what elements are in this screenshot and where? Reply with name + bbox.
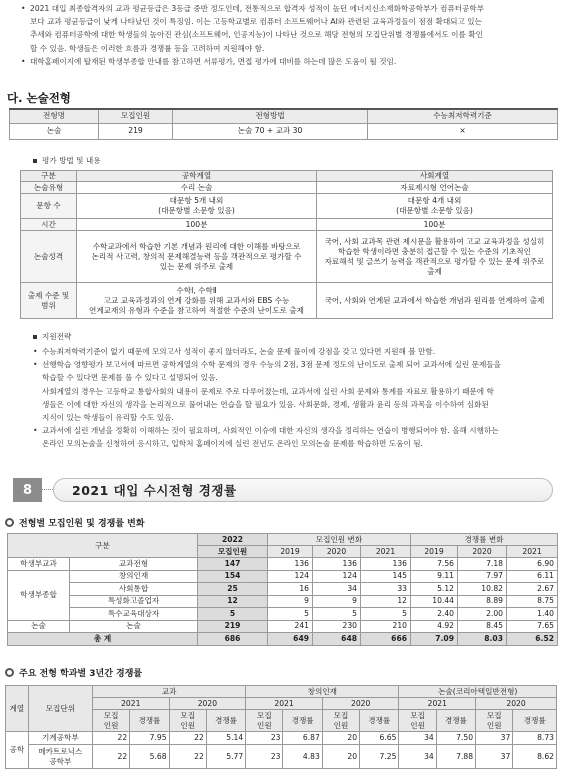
table-cell: 6.87: [283, 732, 322, 745]
table-cell: 136: [313, 558, 361, 571]
col-header: 2021: [507, 546, 558, 558]
strategy-heading: [33, 331, 71, 342]
text-line: 대학홈페이지에 탑재된 학생부종합 안내를 참고하면 서류평가, 면접 평가에 대비를 하는데 많은 도움이 될 것임.: [30, 56, 397, 66]
table-cell: 논술: [10, 123, 99, 139]
cell-line: 논리적 사고력, 창의적 문제해결능력 등을 객관적으로 평가할 수: [91, 251, 302, 261]
strategy-bullet: [33, 358, 555, 424]
table-cell: 5: [268, 608, 313, 621]
table-cell: 23: [246, 745, 283, 769]
table-cell: 7.56: [411, 558, 458, 571]
table-cell: 자료제시형 언어논술: [317, 182, 553, 194]
dept-subhead: [5, 666, 142, 679]
col-header: 모집인원: [198, 546, 268, 558]
table-row: [6, 732, 557, 745]
table-cell: 5.14: [206, 732, 245, 745]
table-cell: 33: [361, 583, 411, 596]
table-cell: 5: [361, 608, 411, 621]
col-header: [399, 710, 436, 732]
table-cell: 5.12: [411, 583, 458, 596]
text-line: 선행학습 영향평가 보고서에 따르면 공학계열의 수학 문제의 경우 수능의 2점, 3점 문제 정도의 난이도로 출제 되어 교과서에 실린 문제들을: [42, 360, 501, 370]
table-row: [8, 608, 558, 621]
section-number-badge: 8: [13, 478, 42, 502]
header-line: 인원: [180, 720, 196, 730]
table-cell: 9.11: [411, 570, 458, 583]
col-header: 공학계열: [77, 171, 317, 182]
table-cell: 국어, 사회와 연계된 교과에서 학습한 개념과 원리를 연계하여 출제: [317, 283, 553, 319]
table-cell: 686: [198, 633, 268, 646]
table-cell: 34: [399, 745, 436, 769]
text-line: 수능최저학력기준이 없기 때문에 모의고사 성적이 좋지 않더라도, 논술 문제 풀이에 강점을 갖고 있다면 지원해 볼 만함.: [42, 347, 436, 356]
text-line: 지식이 있는 학생들이 유리할 수도 있음.: [42, 413, 174, 423]
square-bullet-icon: [33, 159, 37, 163]
cell-line: 학습한 학생이라면 충분히 접근할 수 있는 수준의 기초적인: [338, 246, 531, 256]
text-line: 보다 교과 평균등급이 낮게 나타났던 것이 특징임. 이는 고등학교별로 컴퓨터 소프트웨어나 AI와 관련된 교육과정들이 점점 확대되고 있는: [30, 17, 482, 27]
intro-bullets: [21, 2, 557, 68]
field-cell: 공학: [6, 732, 29, 769]
dept-subhead-label: 주요 전형 학과별 3년간 경쟁률: [19, 669, 143, 679]
col-header: 2022: [198, 534, 268, 546]
col-header: 모집인원: [99, 109, 173, 123]
cell-line: 자료해석 및 글쓰기 능력을 객관적으로 평가할 수 있는 문제 위주로: [324, 256, 545, 266]
cell-line: 국어, 사회 교과목 관련 제시문을 활용하여 고교 교육과정을 성실히: [324, 236, 545, 246]
table-cell: [77, 231, 317, 283]
cell-line: (대문항별 소문항 있음): [158, 206, 235, 215]
table-cell: 5.68: [130, 745, 169, 769]
table-cell: 7.88: [436, 745, 475, 769]
table-cell: 6.11: [507, 570, 558, 583]
col-header: 2020: [169, 698, 246, 710]
col-header: [476, 710, 513, 732]
name-cell: 논술: [70, 620, 198, 633]
section-title: 다. 논술전형: [7, 91, 71, 105]
group-cell: 논술: [8, 620, 70, 633]
table-cell: 210: [361, 620, 411, 633]
eval-heading-label: 평가 방법 및 내용: [42, 156, 101, 165]
table-cell: 136: [268, 558, 313, 571]
table-cell: 8.75: [507, 595, 558, 608]
col-header: 모집인원 변화: [268, 534, 411, 546]
table-cell: 2.00: [458, 608, 507, 621]
competition-table: [7, 533, 557, 646]
text-line: 2021 대입 최종합격자의 교과 평균등급은 3등급 중반 정도인데, 전통적으로 합격자 성적이 높던 에너지신소재화학공학부가 컴퓨터공학부: [30, 4, 485, 13]
bullet-dot: •: [21, 56, 26, 66]
table-cell: 23: [246, 732, 283, 745]
section-8-title: 2021 대입 수시전형 경쟁률: [53, 478, 553, 502]
row-label: 문항 수: [21, 194, 77, 219]
table-cell: 22: [92, 732, 129, 745]
col-header: 경쟁률: [436, 710, 475, 732]
table-cell: 7.18: [458, 558, 507, 571]
eval-table: [20, 170, 552, 319]
cell-line: 연계교재의 유형과 수준을 참고하여 적절한 수준의 난이도로 출제: [89, 305, 304, 315]
quota-2022-cell: 12: [198, 595, 268, 608]
col-header: 구분: [8, 534, 198, 558]
group-cell: 학생부종합: [8, 570, 70, 620]
table-row: [6, 745, 557, 769]
bullet-dot: •: [33, 347, 38, 356]
table-cell: 648: [313, 633, 361, 646]
col-header: 경쟁률: [130, 710, 169, 732]
col-header: 2020: [458, 546, 507, 558]
col-header: 경쟁률: [206, 710, 245, 732]
intro-bullet: [21, 2, 557, 55]
text-line: 할 수 있음. 학생들은 이러한 흐름과 경쟁률 등을 고려하여 지원해야 함.: [30, 43, 265, 53]
header-connector: [42, 489, 53, 490]
table-cell: 136: [361, 558, 411, 571]
header-line: 인원: [486, 720, 502, 730]
table-cell: 20: [322, 732, 359, 745]
table-row: [8, 595, 558, 608]
table-cell: 8.73: [513, 732, 557, 745]
header-line: 모집: [103, 710, 119, 720]
table-cell: 7.25: [360, 745, 399, 769]
table-cell: 5.77: [206, 745, 245, 769]
row-label: 논술성격: [21, 231, 77, 283]
table-cell: 20: [322, 745, 359, 769]
table-cell: 2.67: [507, 583, 558, 596]
header-line: 인원: [257, 720, 272, 730]
table-cell: 8.03: [458, 633, 507, 646]
name-cell: 특수교육대상자: [70, 608, 198, 621]
cell-line: 고교 교육과정과의 연계 강화를 위해 교과서와 EBS 수능: [103, 295, 290, 305]
col-header: 전형명: [10, 109, 99, 123]
total-row: [8, 633, 558, 646]
strategy-bullets: [33, 345, 555, 451]
table-cell: [317, 194, 553, 219]
table-cell: 9: [313, 595, 361, 608]
table-cell: [77, 194, 317, 219]
col-header: 2019: [411, 546, 458, 558]
text-line: 학습할 수 있다면 문제를 풀 수 있다고 설명되어 있음.: [42, 373, 218, 383]
cell-line: 출제: [427, 266, 442, 276]
bullet-dot: •: [33, 360, 38, 370]
col-header: 2021: [361, 546, 411, 558]
table-cell: 124: [268, 570, 313, 583]
col-header: 2021: [399, 698, 476, 710]
col-header: 논술(코리아텍일반전형): [399, 686, 557, 698]
table-cell: 34: [313, 583, 361, 596]
table-cell: 논술 70 + 교과 30: [173, 123, 368, 139]
header-line: 인원: [333, 720, 349, 730]
table-cell: 8.45: [458, 620, 507, 633]
ring-bullet-icon: [5, 668, 14, 677]
section-8-header: [13, 478, 553, 502]
table-cell: 4.83: [283, 745, 322, 769]
col-header: 2019: [268, 546, 313, 558]
header-line: 모집: [410, 710, 425, 720]
cell-line: 수학교과에서 학습한 기본 개념과 원리에 대한 이해를 바탕으로: [92, 241, 301, 251]
col-header: 수능최저학력기준: [368, 109, 558, 123]
table-cell: 2.40: [411, 608, 458, 621]
table-cell: 666: [361, 633, 411, 646]
quota-2022-cell: 219: [198, 620, 268, 633]
name-cell: 교과전형: [70, 558, 198, 571]
col-header: 계열: [6, 686, 29, 732]
table-cell: 12: [361, 595, 411, 608]
header-line: 모집: [180, 710, 196, 720]
cell-line: (대문항별 소문항 있음): [396, 206, 473, 215]
name-cell: 특성화고졸업자: [70, 595, 198, 608]
quota-2022-cell: 25: [198, 583, 268, 596]
col-header: 경쟁률: [513, 710, 557, 732]
text-line: 온라인 모의논술을 신청하여 응시하고, 입학처 홈페이지에 실린 전년도 온라인 모의논술 문제를 학습하면 도움이 됨.: [42, 439, 423, 449]
table-cell: 10.82: [458, 583, 507, 596]
table-cell: 수리 논술: [77, 182, 317, 194]
col-header: 사회계열: [317, 171, 553, 182]
table-cell: 34: [399, 732, 436, 745]
table-cell: 100분: [317, 219, 553, 231]
col-header: 2021: [92, 698, 169, 710]
col-header: 경쟁률 변화: [411, 534, 558, 546]
table-cell: 9: [268, 595, 313, 608]
table-cell: 4.92: [411, 620, 458, 633]
unit-line: 메카트로닉스: [38, 746, 83, 756]
quota-2022-cell: 5: [198, 608, 268, 621]
table-row: [8, 620, 558, 633]
table-cell: 7.95: [130, 732, 169, 745]
table-cell: 124: [313, 570, 361, 583]
text-line: 추세와 컴퓨터공학에 대한 학생들의 높아진 관심(소프트웨어, 인공지능)이 나타난 것으로 해당 전형의 모집단위별 경쟁률에서도 이를 확인: [30, 30, 483, 40]
table-cell: 649: [268, 633, 313, 646]
header-line: 인원: [410, 720, 425, 730]
total-label: 총 계: [8, 633, 198, 646]
table-cell: [77, 283, 317, 319]
cell-line: 수학Ⅰ, 수학Ⅱ: [176, 285, 217, 295]
col-header: [322, 710, 359, 732]
quota-2022-cell: 154: [198, 570, 268, 583]
unit-cell: 기계공학부: [28, 732, 92, 745]
table-cell: 145: [361, 570, 411, 583]
name-cell: 창의인재: [70, 570, 198, 583]
table-cell: 8.89: [458, 595, 507, 608]
bullet-dot: •: [33, 426, 38, 436]
col-header: [92, 710, 129, 732]
table-cell: 230: [313, 620, 361, 633]
strategy-bullet: [33, 424, 555, 450]
intro-bullet: [21, 55, 557, 68]
group-cell: 학생부교과: [8, 558, 70, 571]
table-cell: 7.50: [436, 732, 475, 745]
table-cell: 22: [169, 732, 206, 745]
dept-table: [5, 685, 557, 769]
table-cell: 10.44: [411, 595, 458, 608]
col-header: 전형방법: [173, 109, 368, 123]
table-cell: 37: [476, 745, 513, 769]
quota-2022-cell: 147: [198, 558, 268, 571]
table-cell: 7.09: [411, 633, 458, 646]
table-cell: 5: [313, 608, 361, 621]
row-label: 출제 수준 및 범위: [21, 283, 77, 319]
header-line: 인원: [103, 720, 119, 730]
col-header: 창의인재: [246, 686, 399, 698]
header-line: 모집: [333, 710, 349, 720]
col-header: 2021: [246, 698, 323, 710]
cell-line: 있는 문제 위주로 출제: [159, 261, 234, 271]
table-cell: 8.62: [513, 745, 557, 769]
table-row: [8, 570, 558, 583]
table-cell: [317, 231, 553, 283]
header-line: 모집: [257, 710, 272, 720]
name-cell: 사회통합: [70, 583, 198, 596]
eval-heading: [33, 155, 101, 166]
table-cell: 6.90: [507, 558, 558, 571]
table-cell: 7.65: [507, 620, 558, 633]
col-header: 2020: [313, 546, 361, 558]
table-cell: 100분: [77, 219, 317, 231]
comp-subhead-label: 전형별 모집인원 및 경쟁률 변화: [19, 519, 145, 529]
table-cell: 22: [169, 745, 206, 769]
strategy-bullet: [33, 345, 555, 358]
table-cell: 241: [268, 620, 313, 633]
col-header: 2020: [322, 698, 399, 710]
row-label: 논술유형: [21, 182, 77, 194]
table-row: [8, 558, 558, 571]
text-line: 생들은 이에 대한 자신의 생각을 논리적으로 풀어내는 연습을 할 필요가 있음. 사회문화, 경제, 생활과 윤리 등의 과목을 이수하여 심화된: [42, 399, 489, 409]
col-header: 경쟁률: [283, 710, 322, 732]
col-header: 2020: [476, 698, 557, 710]
strategy-heading-label: 지원전략: [42, 332, 72, 341]
unit-cell: [28, 745, 92, 769]
table-cell: ×: [368, 123, 558, 139]
table-cell: 7.97: [458, 570, 507, 583]
nonsul-summary-table: [9, 108, 557, 140]
table-cell: 37: [476, 732, 513, 745]
text-line: 교과서에 실린 개념을 정확히 이해하는 것이 필요하며, 사회적인 이슈에 대한 자신의 생각을 정리하는 연습이 병행되어야 함. 올해 시행하는: [42, 426, 499, 436]
square-bullet-icon: [33, 335, 37, 339]
col-header: 모집단위: [28, 686, 92, 732]
table-cell: 6.65: [360, 732, 399, 745]
ring-bullet-icon: [5, 518, 14, 527]
bullet-dot: •: [21, 4, 26, 13]
row-label: 시간: [21, 219, 77, 231]
table-cell: 219: [99, 123, 173, 139]
table-cell: 22: [92, 745, 129, 769]
cell-line: 대문항 5개 내외: [169, 196, 224, 205]
comp-subhead: [5, 516, 145, 529]
table-cell: 6.52: [507, 633, 558, 646]
col-header: 경쟁률: [360, 710, 399, 732]
unit-line: 공학부: [49, 756, 72, 766]
table-cell: 16: [268, 583, 313, 596]
col-header: 구분: [21, 171, 77, 182]
table-cell: 1.40: [507, 608, 558, 621]
header-line: 모집: [486, 710, 502, 720]
cell-line: 대문항 4개 내외: [407, 196, 462, 205]
col-header: [169, 710, 206, 732]
col-header: [246, 710, 283, 732]
table-row: [8, 583, 558, 596]
text-line: 사회계열의 경우는 고등학교 통합사회의 내용이 문제로 주로 다루어졌는데, 교과서에 실린 사회 문제와 통계를 자료로 활용하기 때문에 학: [42, 386, 494, 396]
col-header: 교과: [92, 686, 245, 698]
